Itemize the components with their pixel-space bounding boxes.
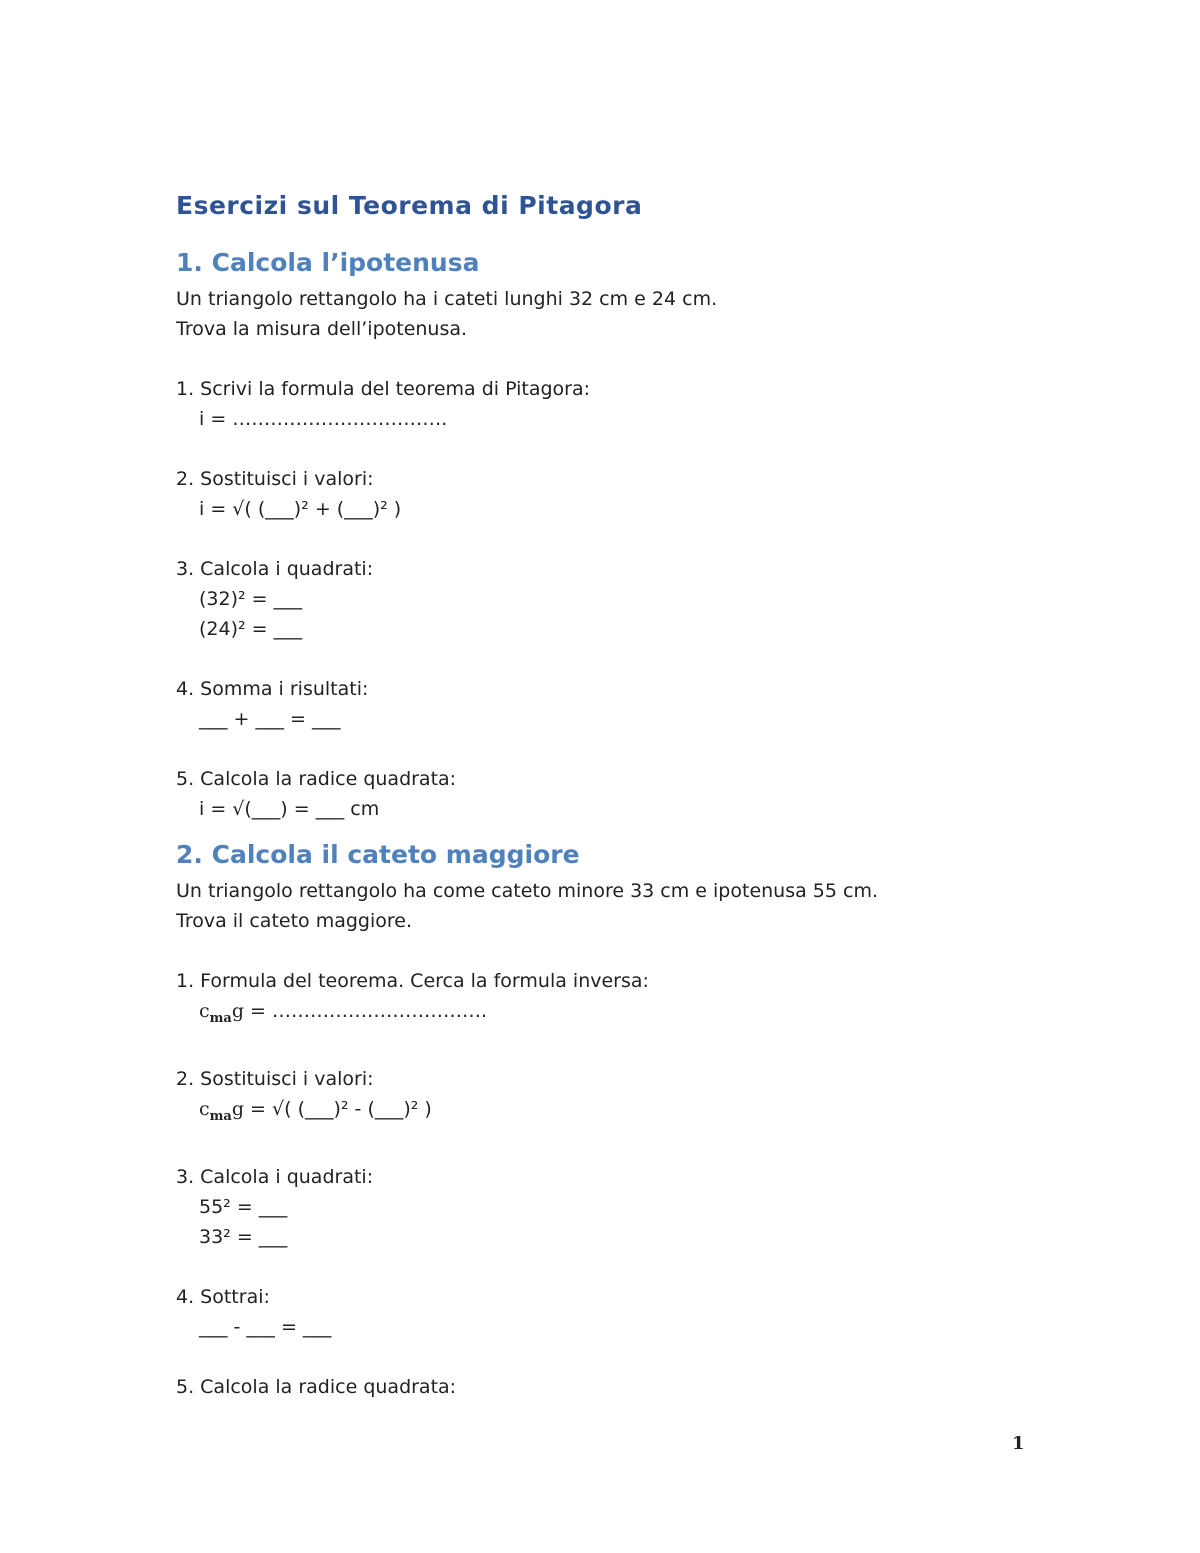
spacer	[176, 434, 1076, 464]
document-title: Esercizi sul Teorema di Pitagora	[176, 191, 643, 220]
exercise-2-step-3-line-1: 55² = ___	[199, 1196, 288, 1218]
exercise-1-title: 1. Calcola l’ipotenusa	[176, 248, 480, 277]
exercise-2-step-1-label: 1. Formula del teorema. Cerca la formula inversa:	[176, 970, 649, 992]
variable-subscript: ma	[209, 1109, 232, 1124]
spacer	[176, 1252, 1076, 1282]
exercise-2-title: 2. Calcola il cateto maggiore	[176, 840, 580, 869]
exercise-1-step-3-line-2: (24)² = ___	[199, 618, 303, 640]
spacer	[176, 936, 1076, 966]
spacer	[176, 734, 1076, 764]
exercise-1-step-2-label: 2. Sostituisci i valori:	[176, 468, 374, 490]
exercise-2-step-2-line	[176, 1094, 1076, 1132]
spacer	[176, 1034, 1076, 1064]
exercise-1-step-1-line: i = …………………………….	[199, 408, 448, 430]
exercise-2-step-2-label: 2. Sostituisci i valori:	[176, 1068, 374, 1090]
exercise-2-step-3-label: 3. Calcola i quadrati:	[176, 1166, 374, 1188]
exercise-1-step-5-line: i = √(___) = ___ cm	[199, 798, 380, 820]
exercise-2-step-4-line: ___ - ___ = ___	[199, 1316, 332, 1338]
variable-c: c	[199, 1000, 210, 1022]
page-content	[176, 188, 1076, 1402]
exercise-2	[176, 838, 1076, 1402]
exercise-1-step-4-label: 4. Somma i risultati:	[176, 678, 369, 700]
exercise-1-problem-line-2: Trova la misura dell’ipotenusa.	[176, 318, 468, 340]
exercise-1-step-5-label: 5. Calcola la radice quadrata:	[176, 768, 457, 790]
spacer	[176, 1342, 1076, 1372]
exercise-1-step-4-line: ___ + ___ = ___	[199, 708, 341, 730]
exercise-1-step-3-line-1: (32)² = ___	[199, 588, 303, 610]
spacer	[176, 824, 1076, 838]
exercise-2-problem-line-1: Un triangolo rettangolo ha come cateto minore 33 cm e ipotenusa 55 cm.	[176, 880, 879, 902]
spacer	[176, 524, 1076, 554]
exercise-2-problem-line-2: Trova il cateto maggiore.	[176, 910, 412, 932]
exercise-1-step-1-label: 1. Scrivi la formula del teorema di Pitagora:	[176, 378, 591, 400]
exercise-1-step-3-label: 3. Calcola i quadrati:	[176, 558, 374, 580]
page-number: 1	[1012, 1433, 1025, 1454]
exercise-1	[176, 246, 1076, 824]
exercise-1-problem-line-1: Un triangolo rettangolo ha i cateti lunghi 32 cm e 24 cm.	[176, 288, 718, 310]
exercise-2-step-1-line	[176, 996, 1076, 1034]
exercise-2-step-4-label: 4. Sottrai:	[176, 1286, 270, 1308]
spacer	[176, 1132, 1076, 1162]
variable-c: c	[199, 1098, 210, 1120]
formula-substitution: = √( (___)² - (___)² )	[244, 1098, 432, 1120]
exercise-2-step-5-label: 5. Calcola la radice quadrata:	[176, 1376, 457, 1398]
exercise-1-step-2-line: i = √( (___)² + (___)² )	[199, 498, 402, 520]
variable-g: g	[231, 1000, 245, 1022]
variable-g: g	[231, 1098, 245, 1120]
variable-subscript: ma	[209, 1011, 232, 1026]
exercise-2-step-3-line-2: 33² = ___	[199, 1226, 288, 1248]
spacer	[176, 644, 1076, 674]
formula-blank: = …………………………….	[244, 1000, 488, 1022]
spacer	[176, 344, 1076, 374]
